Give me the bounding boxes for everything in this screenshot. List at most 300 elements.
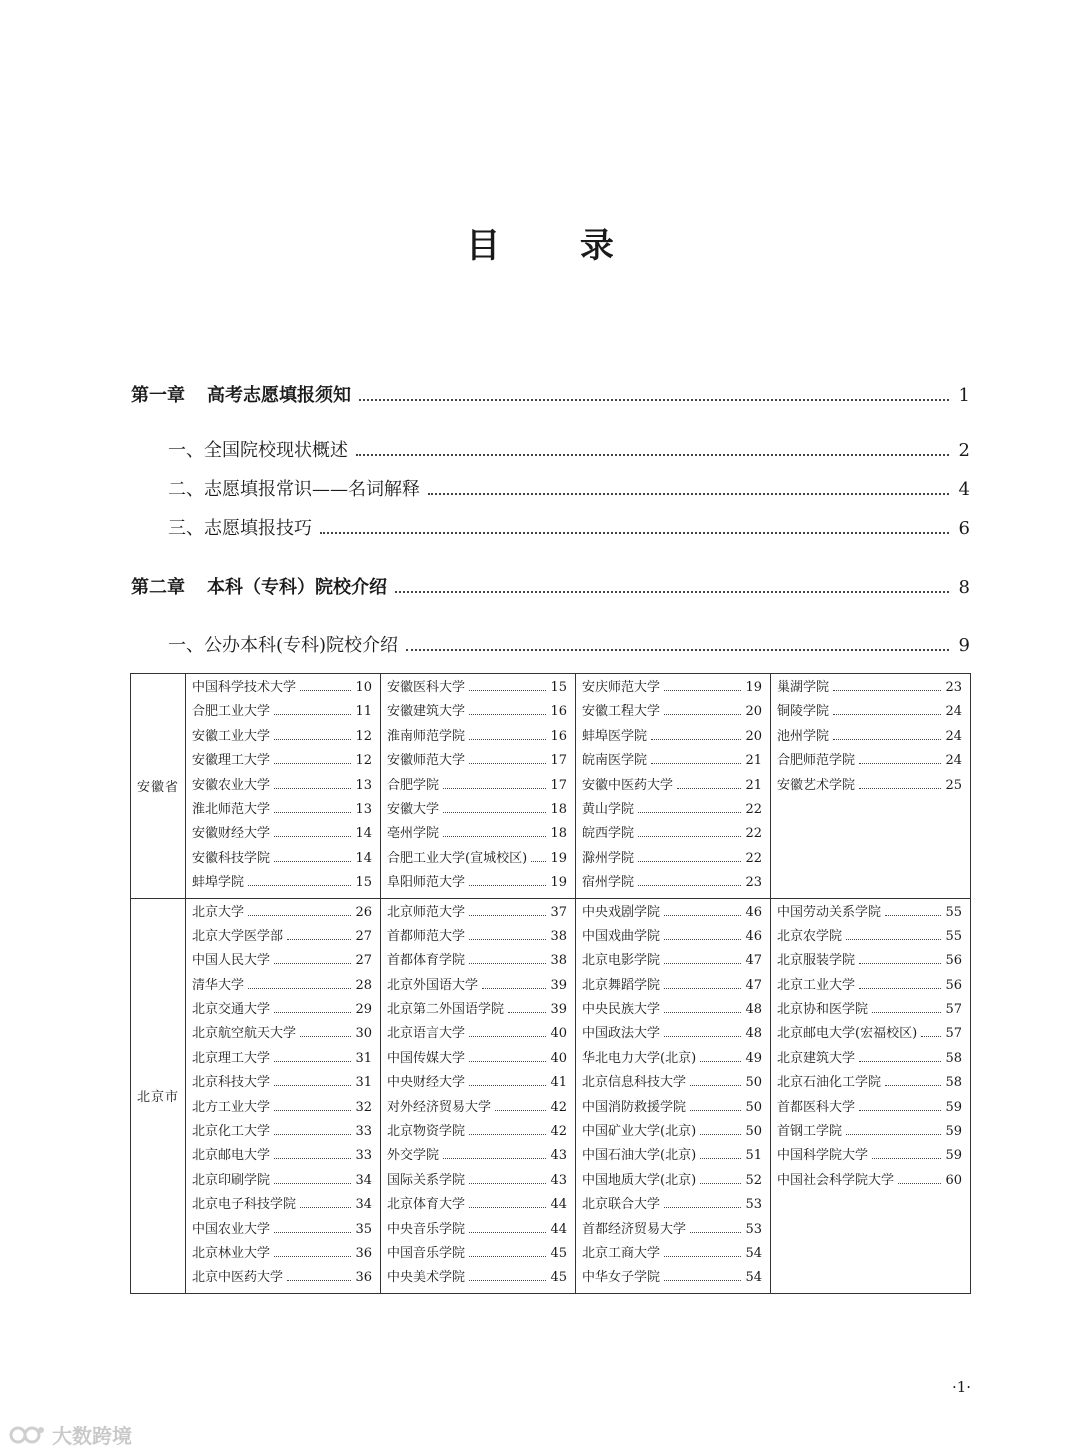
index-entry[interactable] bbox=[387, 1120, 567, 1144]
toc-leader-dots bbox=[356, 454, 949, 456]
entry-page-number: 57 bbox=[945, 1002, 962, 1018]
index-entry[interactable] bbox=[582, 871, 762, 895]
index-entry[interactable] bbox=[582, 1266, 762, 1290]
toc-page-number: 9 bbox=[958, 635, 970, 656]
index-entry[interactable] bbox=[387, 774, 567, 798]
toc-chapter-2[interactable] bbox=[131, 573, 970, 599]
entry-page-number: 55 bbox=[945, 928, 962, 944]
entry-page-number: 39 bbox=[550, 1002, 567, 1018]
university-name: 黄山学院 bbox=[582, 801, 635, 817]
entry-page-number: 12 bbox=[355, 753, 372, 769]
leader-dots bbox=[664, 1256, 741, 1257]
leader-dots bbox=[274, 1061, 351, 1062]
leader-dots bbox=[690, 1232, 741, 1233]
leader-dots bbox=[846, 1134, 941, 1135]
index-entry[interactable] bbox=[192, 1047, 372, 1071]
index-entry[interactable] bbox=[777, 749, 962, 773]
entry-page-number: 16 bbox=[550, 728, 567, 744]
index-entry[interactable] bbox=[582, 974, 762, 998]
university-name: 安徽师范大学 bbox=[387, 753, 466, 769]
leader-dots bbox=[664, 963, 741, 964]
index-entry[interactable] bbox=[387, 901, 567, 925]
leader-dots bbox=[859, 1061, 941, 1062]
index-entry[interactable] bbox=[777, 774, 962, 798]
university-name: 宿州学院 bbox=[582, 875, 635, 891]
index-entry[interactable] bbox=[192, 1193, 372, 1217]
entry-page-number: 48 bbox=[745, 1002, 762, 1018]
entry-page-number: 42 bbox=[550, 1099, 567, 1115]
university-name: 中央财经大学 bbox=[387, 1075, 466, 1091]
index-entry[interactable] bbox=[582, 822, 762, 846]
index-entry[interactable] bbox=[582, 749, 762, 773]
toc-section-1-3[interactable] bbox=[168, 514, 970, 540]
leader-dots bbox=[274, 861, 351, 862]
index-entry[interactable] bbox=[582, 1047, 762, 1071]
index-entry[interactable] bbox=[582, 1071, 762, 1095]
index-entry[interactable] bbox=[582, 798, 762, 822]
index-entry[interactable] bbox=[777, 725, 962, 749]
entry-page-number: 53 bbox=[745, 1197, 762, 1213]
index-entry[interactable] bbox=[777, 676, 962, 700]
leader-dots bbox=[859, 788, 941, 789]
index-entry[interactable] bbox=[777, 998, 962, 1022]
leader-dots bbox=[690, 1085, 741, 1086]
leader-dots bbox=[443, 1158, 546, 1159]
entry-page-number: 58 bbox=[945, 1050, 962, 1066]
leader-dots bbox=[469, 763, 546, 764]
university-name: 中国科学技术大学 bbox=[192, 680, 297, 695]
index-column bbox=[771, 674, 971, 899]
index-entry[interactable] bbox=[192, 925, 372, 949]
entry-page-number: 10 bbox=[355, 680, 372, 695]
leader-dots bbox=[677, 788, 741, 789]
entry-page-number: 59 bbox=[945, 1124, 962, 1140]
university-name: 首钢工学院 bbox=[777, 1124, 843, 1140]
university-name: 北京联合大学 bbox=[582, 1197, 661, 1213]
index-entry[interactable] bbox=[387, 949, 567, 973]
university-name: 清华大学 bbox=[192, 977, 245, 993]
entry-page-number: 12 bbox=[355, 728, 372, 744]
entry-page-number: 56 bbox=[945, 953, 962, 969]
university-name: 北京第二外国语学院 bbox=[387, 1002, 505, 1018]
watermark bbox=[8, 1420, 132, 1449]
leader-dots bbox=[469, 1134, 546, 1135]
university-name: 北京航空航天大学 bbox=[192, 1026, 297, 1042]
index-entry[interactable] bbox=[387, 847, 567, 871]
index-entry[interactable] bbox=[777, 1096, 962, 1120]
index-entry[interactable] bbox=[582, 1022, 762, 1046]
toc-chapter-1[interactable] bbox=[131, 381, 970, 407]
index-entry[interactable] bbox=[777, 1022, 962, 1046]
leader-dots bbox=[833, 714, 941, 715]
leader-dots bbox=[690, 1110, 741, 1111]
index-entry[interactable] bbox=[387, 676, 567, 700]
index-entry[interactable] bbox=[192, 749, 372, 773]
entry-page-number: 14 bbox=[355, 850, 372, 866]
leader-dots bbox=[700, 1158, 741, 1159]
index-entry[interactable] bbox=[192, 949, 372, 973]
university-name: 北京电影学院 bbox=[582, 953, 661, 969]
entry-page-number: 50 bbox=[745, 1099, 762, 1115]
university-name: 北京交通大学 bbox=[192, 1002, 271, 1018]
leader-dots bbox=[287, 939, 351, 940]
leader-dots bbox=[885, 915, 941, 916]
entry-page-number: 45 bbox=[550, 1270, 567, 1286]
university-name: 蚌埠医学院 bbox=[582, 728, 648, 744]
province-row bbox=[131, 674, 971, 899]
leader-dots bbox=[482, 988, 546, 989]
index-entry[interactable] bbox=[192, 1071, 372, 1095]
toc-chapter-number: 第二章 bbox=[131, 577, 185, 598]
index-entry[interactable] bbox=[192, 676, 372, 700]
entry-page-number: 52 bbox=[745, 1172, 762, 1188]
index-entry[interactable] bbox=[582, 1242, 762, 1266]
page-title: 目 录 bbox=[466, 226, 648, 266]
entry-page-number: 58 bbox=[945, 1075, 962, 1091]
entry-page-number: 37 bbox=[550, 904, 567, 920]
index-entry[interactable] bbox=[777, 901, 962, 925]
university-name: 中国社会科学院大学 bbox=[777, 1172, 895, 1188]
leader-dots bbox=[700, 1134, 741, 1135]
university-name: 首都经济贸易大学 bbox=[582, 1221, 687, 1237]
index-entry[interactable] bbox=[387, 1218, 567, 1242]
university-name: 安徽工业大学 bbox=[192, 728, 271, 744]
university-name: 北京外国语大学 bbox=[387, 977, 479, 993]
leader-dots bbox=[274, 1183, 351, 1184]
entry-page-number: 27 bbox=[355, 928, 372, 944]
index-entry[interactable] bbox=[582, 1193, 762, 1217]
entry-page-number: 28 bbox=[355, 977, 372, 993]
leader-dots bbox=[469, 1085, 546, 1086]
leader-dots bbox=[274, 763, 351, 764]
university-name: 中央戏剧学院 bbox=[582, 904, 661, 920]
leader-dots bbox=[531, 861, 546, 862]
entry-page-number: 53 bbox=[745, 1221, 762, 1237]
index-entry[interactable] bbox=[192, 998, 372, 1022]
leader-dots bbox=[274, 1134, 351, 1135]
index-entry[interactable] bbox=[192, 974, 372, 998]
index-entry[interactable] bbox=[582, 1218, 762, 1242]
university-name: 北京大学医学部 bbox=[192, 928, 284, 944]
leader-dots bbox=[700, 1061, 741, 1062]
leader-dots bbox=[469, 1207, 546, 1208]
index-entry[interactable] bbox=[192, 1218, 372, 1242]
entry-page-number: 31 bbox=[355, 1050, 372, 1066]
university-name: 北京大学 bbox=[192, 904, 245, 920]
index-entry[interactable] bbox=[192, 1144, 372, 1168]
university-name: 中国科学院大学 bbox=[777, 1148, 869, 1164]
index-entry[interactable] bbox=[387, 822, 567, 846]
university-name: 首都体育学院 bbox=[387, 953, 466, 969]
leader-dots bbox=[651, 763, 741, 764]
leader-dots bbox=[443, 788, 546, 789]
index-entry[interactable] bbox=[777, 1144, 962, 1168]
university-name: 安庆师范大学 bbox=[582, 680, 661, 695]
index-entry[interactable] bbox=[387, 749, 567, 773]
entry-page-number: 50 bbox=[745, 1124, 762, 1140]
leader-dots bbox=[274, 714, 351, 715]
index-entry[interactable] bbox=[387, 1047, 567, 1071]
university-name: 北京邮电大学(宏福校区) bbox=[777, 1026, 918, 1042]
university-name: 安徽理工大学 bbox=[192, 753, 271, 769]
index-entry[interactable] bbox=[777, 949, 962, 973]
university-name: 对外经济贸易大学 bbox=[387, 1099, 492, 1115]
entry-page-number: 48 bbox=[745, 1026, 762, 1042]
index-entry[interactable] bbox=[192, 822, 372, 846]
index-entry[interactable] bbox=[777, 925, 962, 949]
entry-page-number: 44 bbox=[550, 1221, 567, 1237]
leader-dots bbox=[469, 714, 546, 715]
index-entry[interactable] bbox=[387, 998, 567, 1022]
index-entry[interactable] bbox=[582, 1120, 762, 1144]
toc-page-number: 1 bbox=[958, 385, 970, 406]
index-entry[interactable] bbox=[582, 700, 762, 724]
index-entry[interactable] bbox=[777, 1120, 962, 1144]
university-name: 铜陵学院 bbox=[777, 704, 830, 720]
university-name: 皖西学院 bbox=[582, 826, 635, 842]
index-entry[interactable] bbox=[582, 1169, 762, 1193]
leader-dots bbox=[300, 690, 351, 691]
entry-page-number: 20 bbox=[745, 728, 762, 744]
university-name: 蚌埠学院 bbox=[192, 875, 245, 891]
index-entry[interactable] bbox=[387, 1193, 567, 1217]
index-entry[interactable] bbox=[582, 847, 762, 871]
toc-section-title: 一、公办本科(专科)院校介绍 bbox=[168, 635, 399, 656]
index-entry[interactable] bbox=[387, 1096, 567, 1120]
leader-dots bbox=[469, 690, 546, 691]
entry-page-number: 34 bbox=[355, 1197, 372, 1213]
entry-page-number: 20 bbox=[745, 704, 762, 720]
entry-page-number: 22 bbox=[745, 850, 762, 866]
index-entry[interactable] bbox=[387, 725, 567, 749]
toc-chapter-number: 第一章 bbox=[131, 385, 185, 406]
university-name: 外交学院 bbox=[387, 1148, 440, 1164]
index-column bbox=[576, 898, 771, 1293]
toc-page-number: 2 bbox=[958, 440, 970, 461]
entry-page-number: 18 bbox=[550, 801, 567, 817]
index-entry[interactable] bbox=[387, 1169, 567, 1193]
university-name: 中央音乐学院 bbox=[387, 1221, 466, 1237]
entry-page-number: 15 bbox=[355, 875, 372, 891]
entry-page-number: 43 bbox=[550, 1172, 567, 1188]
toc-leader-dots bbox=[359, 399, 949, 401]
university-name: 中央民族大学 bbox=[582, 1002, 661, 1018]
index-entry[interactable] bbox=[192, 774, 372, 798]
university-name: 中华女子学院 bbox=[582, 1270, 661, 1286]
leader-dots bbox=[898, 1183, 941, 1184]
university-name: 安徽农业大学 bbox=[192, 777, 271, 793]
entry-page-number: 25 bbox=[945, 777, 962, 793]
leader-dots bbox=[469, 1061, 546, 1062]
index-entry[interactable] bbox=[387, 925, 567, 949]
index-entry[interactable] bbox=[192, 725, 372, 749]
leader-dots bbox=[443, 812, 546, 813]
index-entry[interactable] bbox=[192, 901, 372, 925]
leader-dots bbox=[274, 1158, 351, 1159]
index-entry[interactable] bbox=[192, 1266, 372, 1290]
index-entry[interactable] bbox=[387, 798, 567, 822]
index-entry[interactable] bbox=[777, 1047, 962, 1071]
entry-page-number: 18 bbox=[550, 826, 567, 842]
index-entry[interactable] bbox=[582, 998, 762, 1022]
province-row bbox=[131, 898, 971, 1293]
index-entry[interactable] bbox=[192, 1169, 372, 1193]
leader-dots bbox=[469, 1232, 546, 1233]
entry-page-number: 13 bbox=[355, 801, 372, 817]
leader-dots bbox=[469, 963, 546, 964]
index-entry[interactable] bbox=[192, 1242, 372, 1266]
index-entry[interactable] bbox=[582, 1144, 762, 1168]
entry-page-number: 32 bbox=[355, 1099, 372, 1115]
index-entry[interactable] bbox=[387, 1242, 567, 1266]
university-name: 滁州学院 bbox=[582, 850, 635, 866]
index-entry[interactable] bbox=[192, 1120, 372, 1144]
entry-page-number: 33 bbox=[355, 1124, 372, 1140]
index-entry[interactable] bbox=[582, 925, 762, 949]
university-name: 北京石油化工学院 bbox=[777, 1075, 882, 1091]
university-name: 中国地质大学(北京) bbox=[582, 1172, 697, 1188]
toc-page-number: 4 bbox=[958, 479, 970, 500]
university-name: 华北电力大学(北京) bbox=[582, 1050, 697, 1066]
university-name: 北京体育大学 bbox=[387, 1197, 466, 1213]
university-name: 首都师范大学 bbox=[387, 928, 466, 944]
index-entry[interactable] bbox=[387, 1071, 567, 1095]
index-column bbox=[771, 898, 971, 1293]
entry-page-number: 21 bbox=[745, 753, 762, 769]
index-entry[interactable] bbox=[387, 1144, 567, 1168]
university-name: 北京农学院 bbox=[777, 928, 843, 944]
entry-page-number: 33 bbox=[355, 1148, 372, 1164]
leader-dots bbox=[833, 739, 941, 740]
entry-page-number: 47 bbox=[745, 953, 762, 969]
index-entry[interactable] bbox=[777, 1071, 962, 1095]
leader-dots bbox=[274, 788, 351, 789]
entry-page-number: 47 bbox=[745, 977, 762, 993]
university-name: 中国音乐学院 bbox=[387, 1245, 466, 1261]
university-name: 国际关系学院 bbox=[387, 1172, 466, 1188]
toc-section-1-1[interactable] bbox=[168, 436, 970, 462]
leader-dots bbox=[274, 1110, 351, 1111]
index-entry[interactable] bbox=[192, 847, 372, 871]
leader-dots bbox=[248, 915, 351, 916]
university-name: 合肥工业大学(宣城校区) bbox=[387, 850, 528, 866]
entry-page-number: 41 bbox=[550, 1075, 567, 1091]
university-name: 中国劳动关系学院 bbox=[777, 904, 882, 920]
entry-page-number: 11 bbox=[355, 704, 372, 720]
leader-dots bbox=[469, 1036, 546, 1037]
index-entry[interactable] bbox=[582, 774, 762, 798]
university-name: 北京舞蹈学院 bbox=[582, 977, 661, 993]
university-name: 合肥工业大学 bbox=[192, 704, 271, 720]
index-entry[interactable] bbox=[192, 871, 372, 895]
university-name: 中国人民大学 bbox=[192, 953, 271, 969]
leader-dots bbox=[846, 939, 941, 940]
university-name: 阜阳师范大学 bbox=[387, 875, 466, 891]
index-entry[interactable] bbox=[582, 676, 762, 700]
index-entry[interactable] bbox=[582, 725, 762, 749]
entry-page-number: 36 bbox=[355, 1245, 372, 1261]
entry-page-number: 30 bbox=[355, 1026, 372, 1042]
province-label: 安徽省 bbox=[131, 674, 186, 899]
toc-section-1-2[interactable] bbox=[168, 475, 970, 501]
leader-dots bbox=[274, 963, 351, 964]
index-entry[interactable] bbox=[192, 1096, 372, 1120]
index-entry[interactable] bbox=[387, 1266, 567, 1290]
entry-page-number: 15 bbox=[550, 680, 567, 695]
university-name: 安徽艺术学院 bbox=[777, 777, 856, 793]
toc-section-title: 二、志愿填报常识——名词解释 bbox=[168, 479, 420, 500]
leader-dots bbox=[469, 1280, 546, 1281]
index-entry[interactable] bbox=[192, 700, 372, 724]
leader-dots bbox=[664, 939, 741, 940]
leader-dots bbox=[274, 812, 351, 813]
entry-page-number: 31 bbox=[355, 1075, 372, 1091]
index-entry[interactable] bbox=[387, 871, 567, 895]
leader-dots bbox=[859, 963, 941, 964]
entry-page-number: 38 bbox=[550, 953, 567, 969]
entry-page-number: 19 bbox=[550, 875, 567, 891]
leader-dots bbox=[495, 1110, 546, 1111]
university-name: 安徽财经大学 bbox=[192, 826, 271, 842]
entry-page-number: 21 bbox=[745, 777, 762, 793]
index-entry[interactable] bbox=[192, 1022, 372, 1046]
university-name: 安徽科技学院 bbox=[192, 850, 271, 866]
leader-dots bbox=[469, 915, 546, 916]
leader-dots bbox=[287, 1280, 351, 1281]
leader-dots bbox=[300, 1207, 351, 1208]
entry-page-number: 51 bbox=[745, 1148, 762, 1164]
index-entry[interactable] bbox=[387, 700, 567, 724]
leader-dots bbox=[469, 1183, 546, 1184]
index-entry[interactable] bbox=[387, 974, 567, 998]
index-entry[interactable] bbox=[777, 974, 962, 998]
entry-page-number: 23 bbox=[945, 680, 962, 695]
toc-section-2-1[interactable] bbox=[168, 631, 970, 657]
entry-page-number: 43 bbox=[550, 1148, 567, 1164]
leader-dots bbox=[469, 939, 546, 940]
entry-page-number: 16 bbox=[550, 704, 567, 720]
toc-section-title: 三、志愿填报技巧 bbox=[168, 518, 312, 539]
leader-dots bbox=[664, 714, 741, 715]
university-name: 北方工业大学 bbox=[192, 1099, 271, 1115]
entry-page-number: 19 bbox=[550, 850, 567, 866]
university-name: 中国政法大学 bbox=[582, 1026, 661, 1042]
index-entry[interactable] bbox=[582, 949, 762, 973]
index-entry[interactable] bbox=[582, 901, 762, 925]
index-entry[interactable] bbox=[387, 1022, 567, 1046]
index-entry[interactable] bbox=[777, 700, 962, 724]
entry-page-number: 24 bbox=[945, 704, 962, 720]
university-name: 皖南医学院 bbox=[582, 753, 648, 769]
entry-page-number: 34 bbox=[355, 1172, 372, 1188]
university-name: 安徽中医药大学 bbox=[582, 777, 674, 793]
entry-page-number: 39 bbox=[550, 977, 567, 993]
university-name: 亳州学院 bbox=[387, 826, 440, 842]
index-entry[interactable] bbox=[192, 798, 372, 822]
toc-page-number: 8 bbox=[958, 577, 970, 598]
university-name: 中央美术学院 bbox=[387, 1270, 466, 1286]
toc-leader-dots bbox=[428, 493, 949, 495]
university-index-table bbox=[130, 673, 971, 1294]
index-entry[interactable] bbox=[582, 1096, 762, 1120]
leader-dots bbox=[469, 885, 546, 886]
university-name: 北京中医药大学 bbox=[192, 1270, 284, 1286]
university-name: 北京物资学院 bbox=[387, 1124, 466, 1140]
university-name: 中国矿业大学(北京) bbox=[582, 1124, 697, 1140]
index-entry[interactable] bbox=[777, 1169, 962, 1193]
entry-page-number: 36 bbox=[355, 1270, 372, 1286]
leader-dots bbox=[885, 1085, 941, 1086]
